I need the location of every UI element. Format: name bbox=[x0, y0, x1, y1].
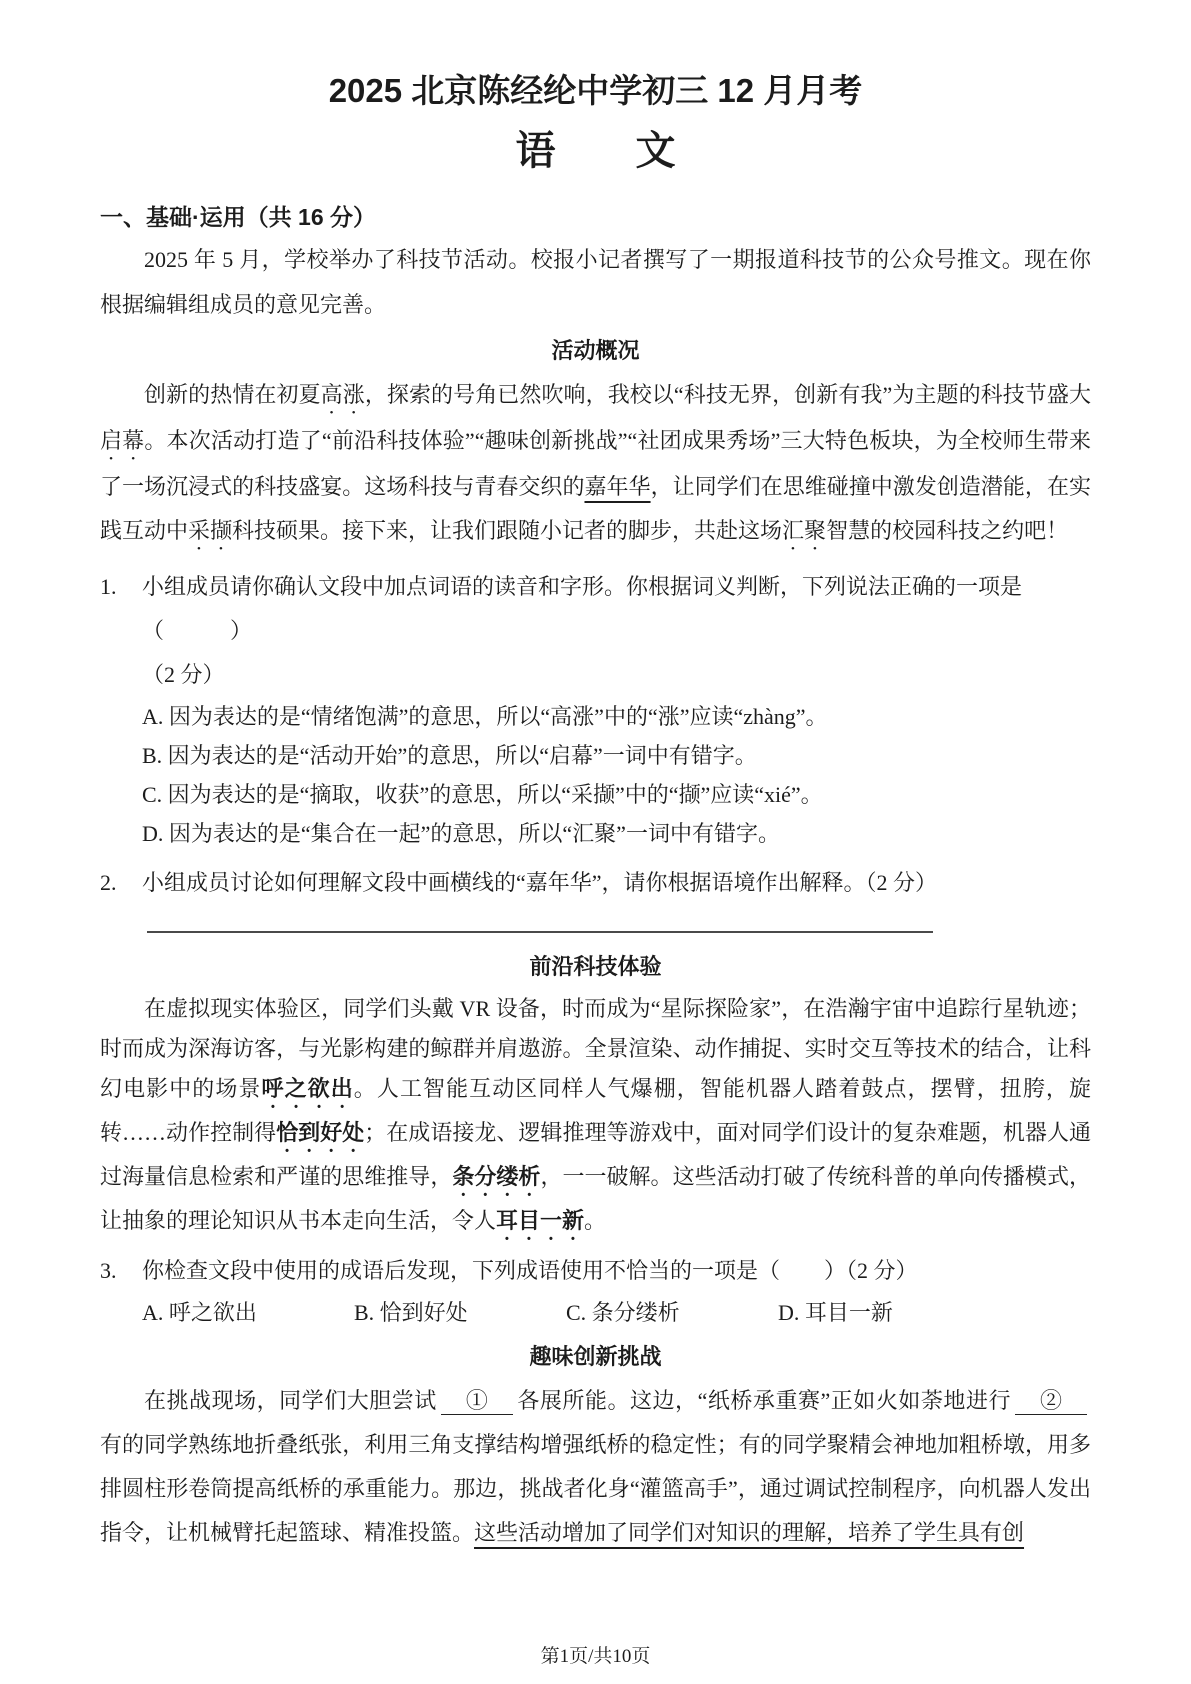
question-2-number: 2. bbox=[100, 869, 117, 895]
question-3-options bbox=[142, 1293, 1091, 1333]
passage-bolddots-text: 呼之欲出 bbox=[261, 1075, 354, 1101]
passage-dots-text: 采撷 bbox=[188, 517, 233, 543]
passage-dots-text: 启幕 bbox=[100, 427, 145, 453]
passage-text: ；在成语接龙、逻辑推理等游戏中，面对同学们设计的复杂难题，机器人通过海量信息检索和严谨的思维推导， bbox=[100, 1119, 1091, 1189]
passage-dots-text: 高涨 bbox=[320, 381, 365, 407]
passage-text: 创新的热情在初夏 bbox=[144, 381, 321, 407]
question-1 bbox=[100, 565, 1091, 853]
question-3-option-d: D. 耳目一新 bbox=[778, 1299, 893, 1325]
passage3-text bbox=[100, 1379, 1091, 1555]
passage-text: 。人工智能互动区同样人气爆棚，智能机器人踏着鼓点，摆臂，扭胯，旋转……动作控制得 bbox=[100, 1075, 1091, 1145]
subject-title: 语 文 bbox=[515, 128, 676, 173]
passage-bolddots-text: 条分缕析 bbox=[452, 1163, 541, 1189]
passage-dots-text: 汇聚 bbox=[782, 517, 827, 543]
question-1-option-a: A. 因为表达的是“情绪饱满”的意思，所以“高涨”中的“涨”应读“zhàng”。 bbox=[142, 703, 828, 729]
passage-text: ，一一破解。这些活动打破了传统科普的单向传播模式，让抽象的理论知识从书本走向生活，令人 bbox=[100, 1163, 1091, 1233]
passage-text: 有的同学熟练地折叠纸张，利用三角支撑结构增强纸桥的稳定性；有的同学聚精会神地加粗桥墩，用多排圆柱形卷筒提高纸桥的承重能力。那边，挑战者化身“灌篮高手”，通过调试控制程序，向机器人发出指令，让机械臂托起篮球、精准投篮。 bbox=[100, 1431, 1091, 1545]
passage-text: ，让同学们在思维碰撞中激发创造潜能，在实践互动中 bbox=[100, 473, 1091, 543]
passage3-heading: 趣味创新挑战 bbox=[529, 1343, 662, 1369]
passage-text: 科技硕果。接下来，让我们跟随小记者的脚步，共赴这场 bbox=[232, 517, 783, 543]
passage-text: 各展所能。这边，“纸桥承重赛”正如火如荼地进行 bbox=[516, 1387, 1011, 1413]
question-2-stem: 小组成员讨论如何理解文段中画横线的“嘉年华”，请你根据语境作出解释。（2 分） bbox=[142, 869, 938, 895]
question-1-points: （2 分） bbox=[142, 661, 225, 687]
question-3-number: 3. bbox=[100, 1257, 117, 1283]
passage-blank-text: ① bbox=[441, 1388, 513, 1415]
passage-bolddots-text: 恰到好处 bbox=[276, 1119, 365, 1145]
question-1-number: 1. bbox=[100, 573, 117, 599]
question-1-body bbox=[142, 565, 1091, 853]
question-1-option-d: D. 因为表达的是“集合在一起”的意思，所以“汇聚”一词中有错字。 bbox=[142, 820, 780, 846]
passage2-text bbox=[100, 989, 1091, 1245]
passage-blank-text: ② bbox=[1015, 1388, 1087, 1415]
passage1-text bbox=[100, 373, 1091, 555]
passage-text: 。本次活动打造了“前沿科技体验”“趣味创新挑战”“社团成果秀场”三大特色板块，为全校师生带来了一场沉浸式的科技盛宴。这场科技与青春交织的 bbox=[100, 427, 1091, 499]
intro-paragraph: 2025 年 5 月，学校举办了科技节活动。校报小记者撰写了一期报道科技节的公众号推文。现在你根据编辑组成员的意见完善。 bbox=[100, 246, 1091, 317]
question-3-option-b: B. 恰到好处 bbox=[354, 1299, 468, 1325]
exam-title: 2025 北京陈经纶中学初三 12 月月考 bbox=[328, 72, 863, 109]
question-1-option-c: C. 因为表达的是“摘取，收获”的意思，所以“采撷”中的“撷”应读“xié”。 bbox=[142, 781, 823, 807]
question-2-body bbox=[142, 861, 1091, 905]
page-number: 第1页/共10页 bbox=[540, 1646, 651, 1667]
passage-text: 在挑战现场，同学们大胆尝试 bbox=[144, 1387, 437, 1413]
question-3-option-c: C. 条分缕析 bbox=[566, 1299, 680, 1325]
question-2 bbox=[100, 861, 1091, 905]
passage1-heading: 活动概况 bbox=[551, 337, 640, 363]
passage-text: ，探索的号角已然吹响，我校以“科技无界，创新有我”为主题的科技节盛大 bbox=[364, 381, 1091, 407]
section-one-heading: 一、基础·运用（共 16 分） bbox=[100, 203, 377, 230]
question-3-option-a: A. 呼之欲出 bbox=[142, 1299, 257, 1325]
question-3 bbox=[100, 1249, 1091, 1333]
passage-text: 。 bbox=[584, 1207, 607, 1233]
passage-text: 在虚拟现实体验区，同学们头戴 VR 设备，时而成为“星际探险家”，在浩瀚宇宙中追踪行星轨迹；时而成为深海访客，与光影构建的鲸群并肩遨游。全景渲染、动作捕捉、实时交互等技术的结合，让科幻电影中的场景 bbox=[100, 995, 1091, 1101]
question-1-stem: 小组成员请你确认文段中加点词语的读音和字形。你根据词义判断，下列说法正确的一项是（ ） bbox=[142, 573, 1023, 643]
passage-uline-text: 嘉年华 bbox=[584, 473, 651, 499]
question-1-option-b: B. 因为表达的是“活动开始”的意思，所以“启幕”一词中有错字。 bbox=[142, 742, 757, 768]
passage-bolddots-text: 耳目一新 bbox=[496, 1207, 585, 1233]
question-3-stem: 你检查文段中使用的成语后发现，下列成语使用不恰当的一项是（ ）（2 分） bbox=[142, 1257, 918, 1283]
passage-uline-text: 这些活动增加了同学们对知识的理解，培养了学生具有创 bbox=[474, 1519, 1025, 1545]
passage-text: 智慧的校园科技之约吧！ bbox=[826, 517, 1069, 543]
question-3-body bbox=[142, 1249, 1091, 1333]
answer-blank-line bbox=[147, 931, 933, 933]
passage2-heading: 前沿科技体验 bbox=[529, 953, 662, 979]
